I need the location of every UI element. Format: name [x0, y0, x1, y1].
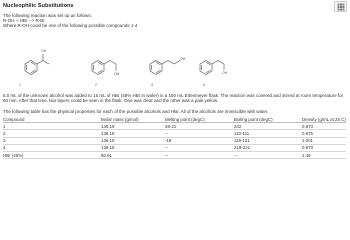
header-melting-point: Melting point (degC) [165, 116, 205, 122]
compound-structures [0, 30, 350, 82]
cell-density: 1.49 [302, 152, 311, 158]
cell-boiling-point: 219-221 [234, 145, 251, 151]
intro-line-3: Where R-OH could be one of the following possible compounds 1-4 [3, 23, 138, 28]
table-row [3, 130, 346, 137]
oh-label-1: OH [41, 49, 47, 53]
grid-menu-icon [337, 3, 345, 11]
cell-density: 0.973 [302, 145, 313, 151]
compound-2-structure [92, 61, 116, 75]
procedure-line-1: 5.0 mL of the unknown alcohol was added to 15 mL of HBr (48% HBr in water) in a 150 mL Erlenmeyer flask. The reaction was covered and stirred at room temperature for [3, 93, 344, 98]
header-boiling-point: Boiling point (degC) [234, 116, 273, 122]
cell-boiling-point: 119-121 [234, 138, 250, 144]
cell-melting-point: -- [165, 152, 168, 158]
cell-compound: HBr (48%) [3, 152, 24, 158]
cell-density: 0.973 [302, 123, 313, 129]
cell-compound: 2 [3, 130, 6, 136]
cell-molar-mass: 136.19 [101, 130, 115, 136]
cell-boiling-point: -- [234, 152, 237, 158]
cell-boiling-point: 202 [234, 123, 242, 129]
structure-drawings [0, 30, 350, 82]
cell-density: 0.975 [302, 130, 313, 136]
cell-compound: 1 [3, 123, 6, 129]
oh-label-2: OH [114, 72, 120, 76]
table-header-row [3, 116, 346, 123]
header-density: Density (g/mL at 25 C) [302, 116, 346, 122]
compound-number-2: 2 [95, 83, 97, 87]
cell-compound: 4 [3, 145, 6, 151]
oh-label-4: OH [222, 71, 228, 75]
compound-number-3: 3 [151, 83, 153, 87]
header-compound: Compound [3, 116, 25, 122]
table-row [3, 138, 346, 145]
cell-melting-point: -- [165, 130, 168, 136]
oh-label-3: OH [180, 57, 186, 61]
reaction-equation: R-OH + HBr --> R-Br [3, 18, 45, 23]
properties-table [3, 116, 346, 159]
compound-number-4: 4 [203, 83, 205, 87]
compound-1-structure [25, 54, 49, 75]
table-intro: The following table has the physical properties for each of the possible alcohols and HBr. All of the alcohols are immiscible with water. [3, 108, 269, 114]
cell-density: 1.001 [302, 138, 313, 144]
page-title: Nucleophilic Substitutions [3, 3, 74, 9]
cell-molar-mass: 80.91 [101, 152, 112, 158]
cell-melting-point: 28-21 [165, 123, 177, 129]
cell-boiling-point: 110-111 [234, 130, 250, 136]
cell-melting-point: -18 [165, 138, 172, 144]
compound-number-1: 1 [19, 83, 21, 87]
table-row [3, 152, 346, 159]
grid-menu-button[interactable] [334, 1, 347, 12]
cell-molar-mass: 136.19 [101, 123, 115, 129]
compound-4-structure [200, 61, 224, 75]
cell-melting-point: -- [165, 145, 168, 151]
compound-3-structure [150, 61, 180, 75]
intro-line-1: The following reaction was set up as follows: [3, 13, 92, 18]
cell-molar-mass: 136.19 [101, 145, 115, 151]
cell-compound: 3 [3, 138, 6, 144]
table-row [3, 123, 346, 130]
procedure-line-2: 60 min. After that time, two layers could be seen in the flask. One was clear and the other was a pale yellow. [3, 98, 219, 103]
table-row [3, 145, 346, 152]
cell-molar-mass: 136.19 [101, 138, 115, 144]
header-molar-mass: Molar mass (g/mol) [101, 116, 139, 122]
